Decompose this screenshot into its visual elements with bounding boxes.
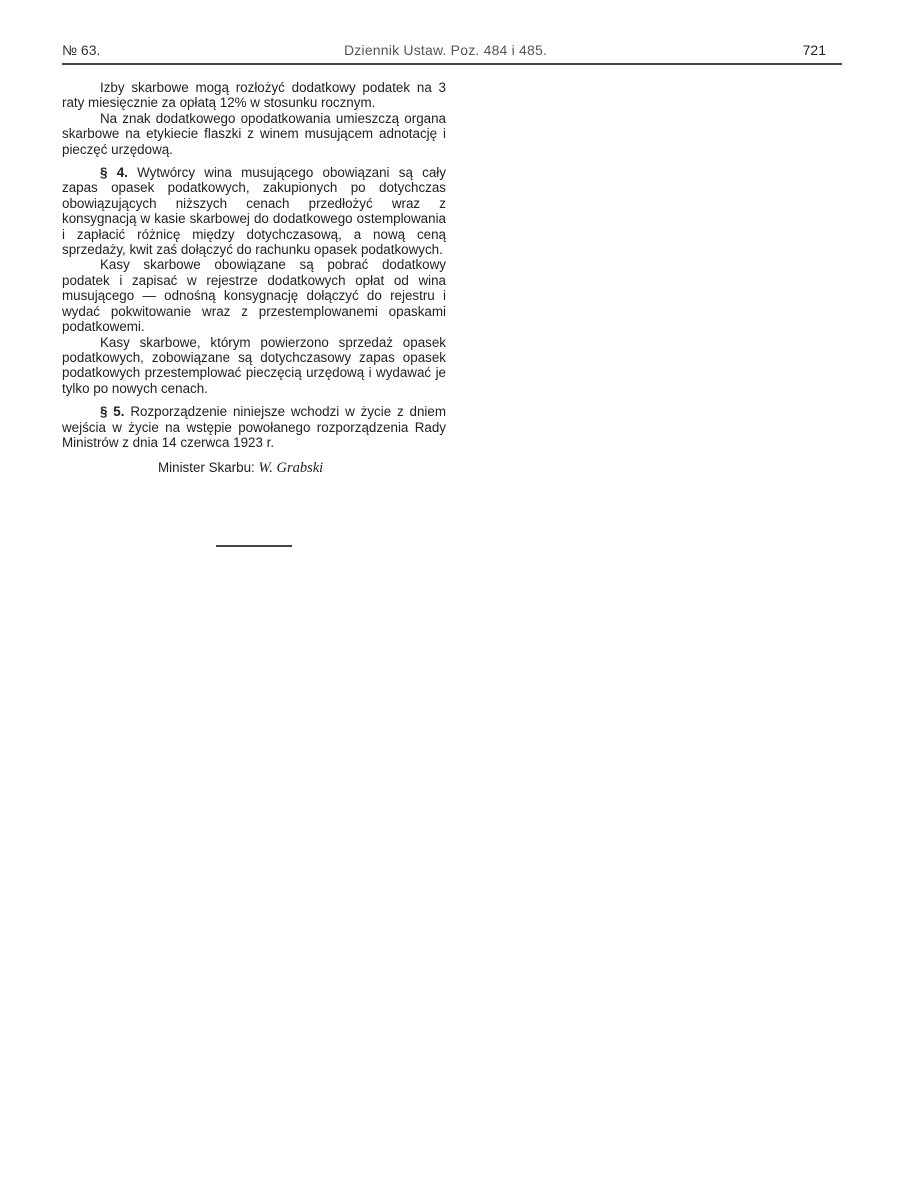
journal-title: Dziennik Ustaw. Poz. 484 i 485. [344,42,548,58]
paragraph-labeling: Na znak dodatkowego opodatkowania umieszczą organa skarbowe na etykiecie flaszki z winem musującem adnotację i pieczęć urzędową. [62,110,446,157]
section-4 [62,165,446,257]
section-5-text: Rozporządzenie niniejsze wchodzi w życie z dniem wejścia w życie na wstępie powołanego rozporządzenia Rady Ministrów z dnia 14 czerwca 1923 r. [62,404,446,450]
signature-label: Minister Skarbu: [158,460,255,476]
signature [62,460,446,476]
section-5 [62,404,446,450]
paragraph-sale-offices: Kasy skarbowe, którym powierzono sprzedaż opasek podatkowych, zobowiązane są dotychczasowy zapas opasek podatkowych przestemplować pieczęcią urzędową i wydawać je tylko po nowych cenach. [62,334,446,396]
paragraph-cash-offices: Kasy skarbowe obowiązane są pobrać dodatkowy podatek i zapisać w rejestrze dodatkowych opłat od wina musującego — odnośną konsygnację dołączyć do rejestru i wydać pokwitowanie wraz z przestemplowanemi opaskami podatkowemi. [62,257,446,335]
page-number: 721 [802,42,826,58]
closing-rule [216,545,292,547]
signature-name: W. Grabski [258,460,324,477]
issue-number: № 63. [62,42,101,58]
header-rule [62,63,842,65]
section-4-text: Wytwórcy wina musującego obowiązani są cały zapas opasek podatkowych, zakupionych po dotychczas obowiązujących niższych cenach przedłożyć wraz z konsygnacją w kasie skarbowej do dodatkowego ostemplowania i zapłacić różnicę między dotychczasową, a nową ceną sprzedaży, kwit zaś dołączyć do rachunku opasek podatkowych. [62,165,446,258]
paragraph-installments: Izby skarbowe mogą rozłożyć dodatkowy podatek na 3 raty miesięcznie za opłatą 12% w stosunku rocznym. [62,80,446,111]
section-4-mark: § 4. [100,165,128,181]
text-column [62,80,446,477]
page-header [62,40,842,62]
section-5-mark: § 5. [100,404,125,420]
